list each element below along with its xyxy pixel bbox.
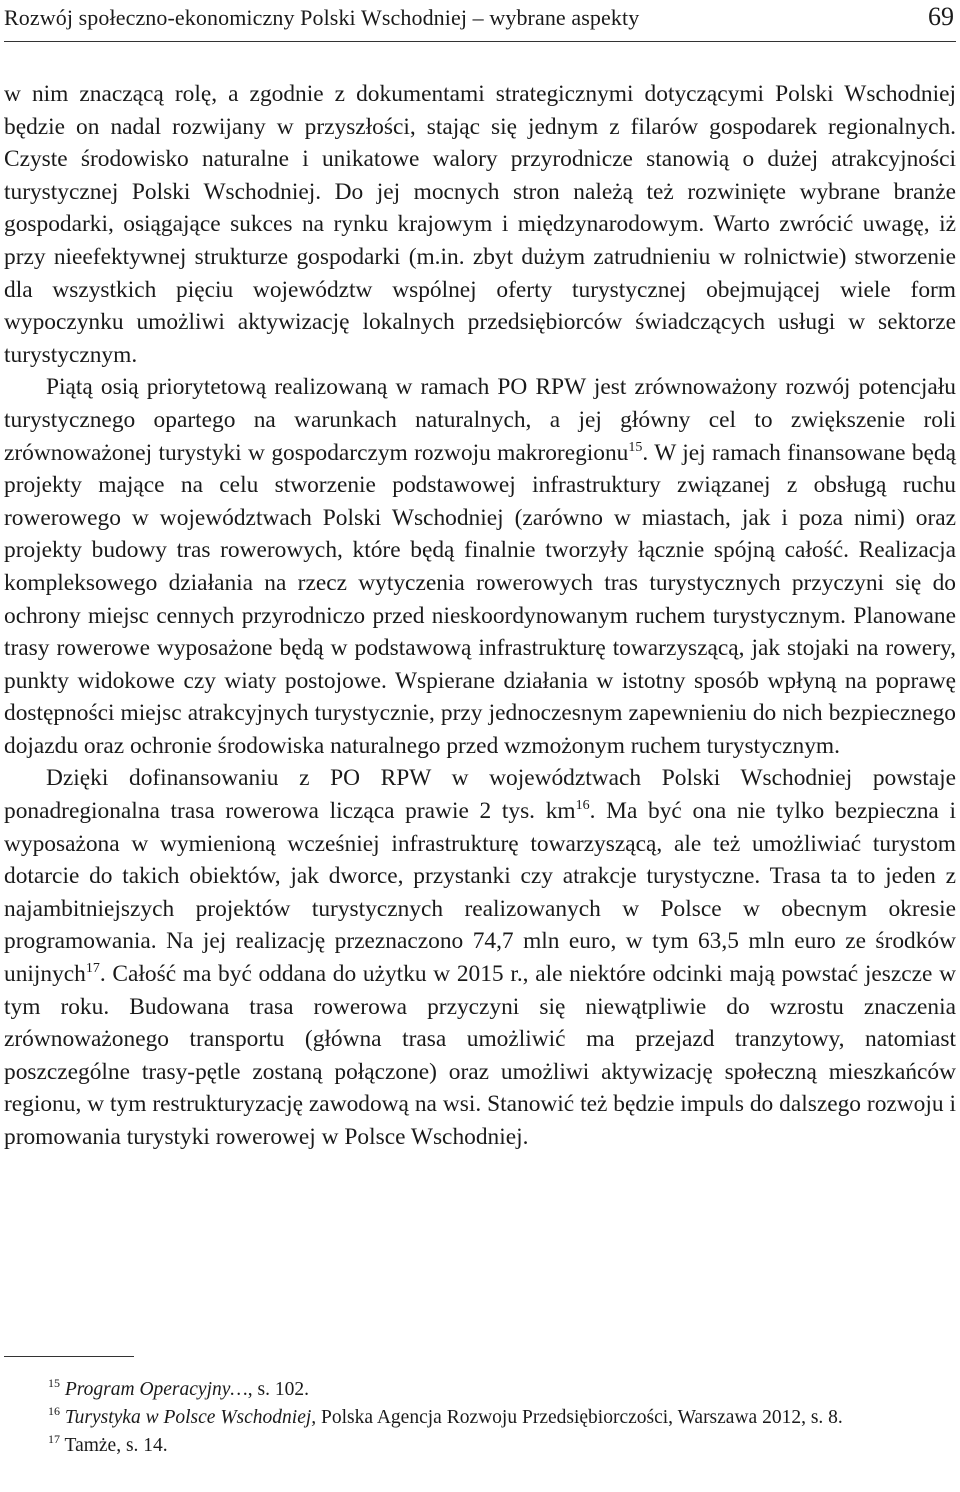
footnote-separator	[4, 1356, 134, 1357]
footnotes	[4, 1376, 956, 1460]
footnote-ref-17[interactable]: 17	[85, 961, 100, 977]
footnote-ref-16[interactable]: 16	[575, 798, 590, 814]
footnote-16: $^{16}$ Turystyka w Polsce Wschodniej, Polska Agencja Rozwoju Przedsiębiorczości, Warszawa 2012, s. 8.	[48, 1404, 843, 1428]
running-title: Rozwój społeczno-ekonomiczny Polski Wschodniej – wybrane aspekty	[4, 5, 640, 30]
footnote-15: $^{15}$ Program Operacyjny…, s. 102.	[48, 1376, 309, 1400]
paragraph-1: w nim znaczącą rolę, a zgodnie z dokumentami strategicznymi dotyczącymi Polski Wschodniej będzie on nadal rozwijany w przyszłości, stając się jednym z filarów gospodarek regionalnych. Czyste środowisko naturalne i unikatowe walory przyrodnicze stanowią o dużej atrakcyjności turystycznej Polski Wschodniej. Do jej mocnych stron należą też rozwinięte wybrane branże gospodarki, osiągające sukces na rynku krajowym i międzynarodowym. Warto zwrócić uwagę, iż przy nieefektywnej strukturze gospodarki (m.in. zbyt dużym zatrudnieniu w rolnictwie) stworzenie dla wszystkich pięciu województw wspólnej oferty turystycznej obejmującej wiele form wypoczynku umożliwi aktywizację lokalnych przedsiębiorców świadczących usługi w sektorze turystycznym.	[4, 81, 956, 368]
footnote-ref-15[interactable]: 15	[628, 439, 643, 455]
paragraph-2: Piątą osią priorytetową realizowaną w ramach PO RPW jest zrównoważony rozwój potencjału turystycznego opartego na warunkach naturalnych, a jej główny cel to zwiększenie roli zrównoważonej turystyki w gospodarczym rozwoju makroregionu$^{15}$. W jej ramach finansowane będą projekty mające na celu stworzenie podstawowej infrastruktury związanej z obsługą ruchu rowerowego w województwach Polski Wschodniej (zarówno w miastach, jak i poza nimi) oraz projekty budowy tras rowerowych, które będą finalnie tworzyły łącznie spójną całość. Realizacja kompleksowego działania na rzecz wytyczenia rowerowych tras turystycznych przyczyni się do ochrony miejsc cennych przyrodniczo przed nieskoordynowanym ruchem turystycznym. Planowane trasy rowerowe wyposażone będą w podstawową infrastrukturę towarzyszącą, jak stojaki na rowery, punkty widokowe czy wiaty postojowe. Wspierane działania w istotny sposób wpłyną na poprawę dostępności miejsc atrakcyjnych turystycznie, przy jednoczesnym zapewnieniu do nich bezpiecznego dojazdu oraz ochronie środowiska naturalnego przed wzmożonym ruchem turystycznym.	[4, 374, 956, 759]
body-text	[4, 78, 956, 1154]
header-rule	[4, 41, 956, 42]
footnote-17: $^{17}$ Tamże, s. 14.	[48, 1432, 168, 1456]
page-header	[4, 0, 956, 33]
page-number: 69	[928, 2, 954, 31]
paragraph-3: Dzięki dofinansowaniu z PO RPW w województwach Polski Wschodniej powstaje ponadregionalna trasa rowerowa licząca prawie 2 tys. $km^{16}$. Ma być ona nie tylko bezpieczna i wyposażona w wymienioną wcześniej infrastrukturę towarzyszącą, ale też umożliwiać turystom dotarcie do takich obiektów, jak dworce, przystanki czy atrakcje turystyczne. Trasa ta to jeden z najambitniejszych projektów turystycznych realizowanych w Polsce w obecnym okresie programowania. Na jej realizację przeznaczono 74,7 mln euro, w tym 63,5 mln euro ze środków unijnych$^{17}$. Całość ma być oddana do użytku w 2015 r., ale niektóre odcinki mają powstać jeszcze w tym roku. Budowana trasa rowerowa przyczyni się niewątpliwie do wzrostu znaczenia zrównoważonego transportu (główna trasa umożliwić ma przejazd tranzytowy, natomiast poszczególne trasy-pętle zostaną połączone) oraz umożliwi aktywizację społeczną mieszkańców regionu, w tym restrukturyzację zawodową na wsi. Stanowić też będzie impuls do dalszego rozwoju i promowania turystyki rowerowej w Polsce Wschodniej.	[4, 765, 956, 1150]
